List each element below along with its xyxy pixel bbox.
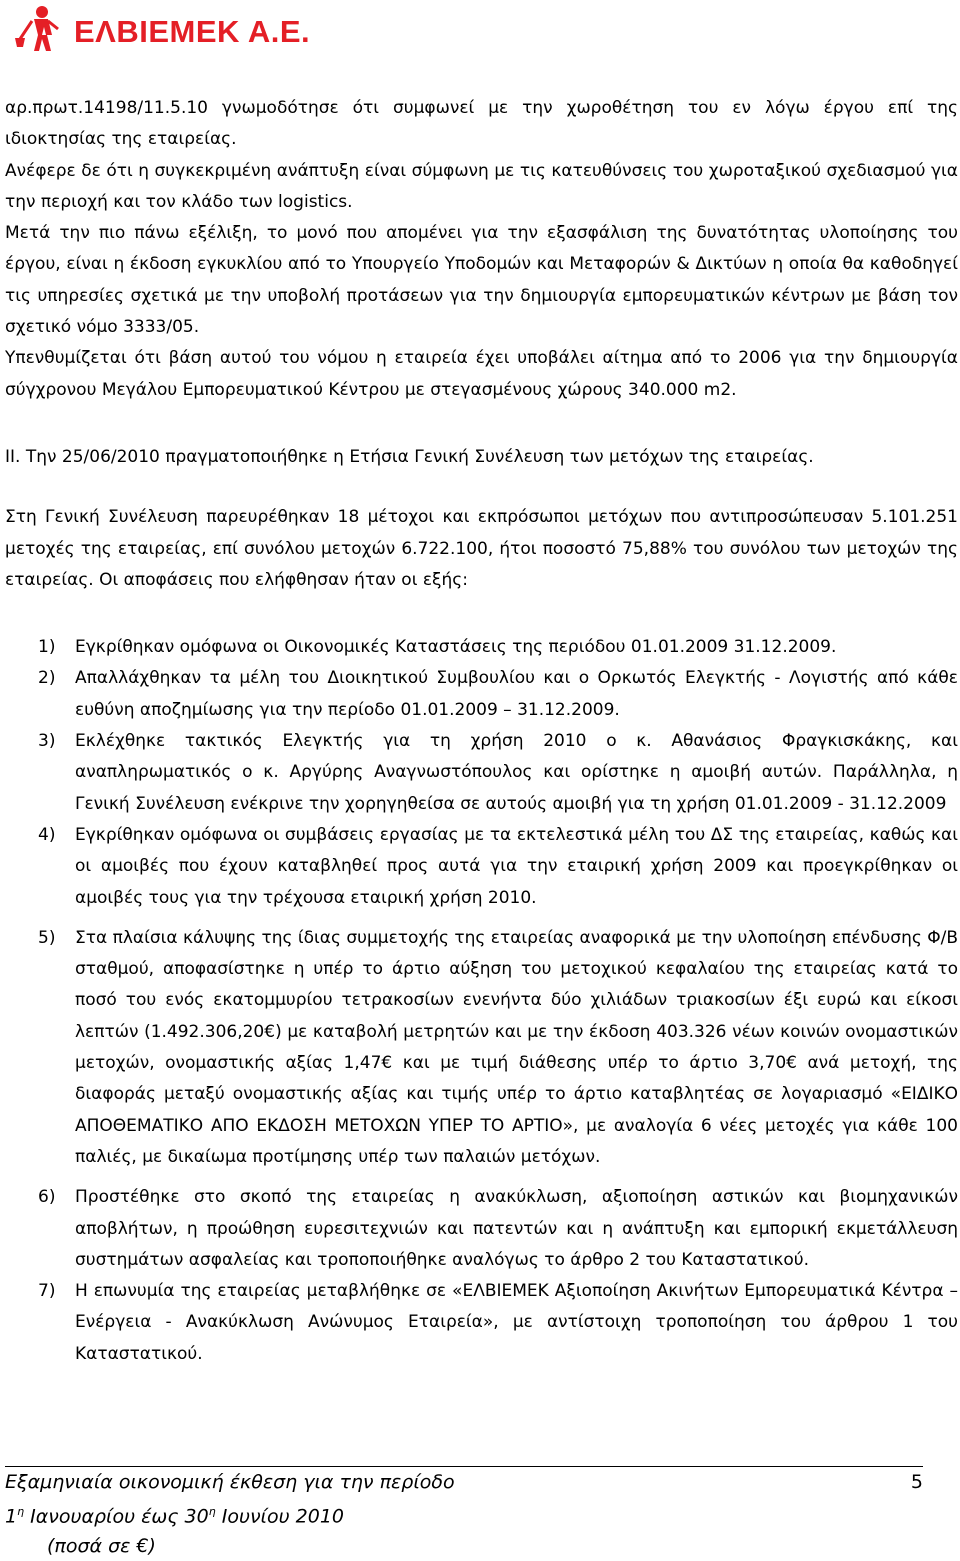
list-item [5,923,958,1173]
company-name: ΕΛΒΙΕΜΕΚ Α.Ε. [74,14,311,49]
list-item [5,1276,958,1370]
intro-paragraph-1: αρ.πρωτ.14198/11.5.10 γνωμοδότησε ότι συμφωνεί με την χωροθέτηση του εν λόγω έργου επί της ιδιοκτησίας της εταιρείας. [5,98,958,150]
intro-paragraph-4: Υπενθυμίζεται ότι βάση αυτού του νόμου η εταιρεία έχει υποβάλει αίτημα από το 2006 για την δημιουργία σύγχρονου Μεγάλου Εμπορευματικού Κέντρου με στεγασμένους χώρους 340.000 m2. [5,348,958,400]
intro-paragraph-3: Μετά την πιο πάνω εξέλιξη, το μονό που απομένει για την εξασφάλιση της δυνατότητας υλοποίησης του έργου, είναι η έκδοση εγκυκλίου από το Υπουργείο Υποδομών και Μεταφορών & Δικτύων η οποία θα καθοδηγεί τις υπηρεσίες σχετικά με την υποβολή προτάσεων για την δημιουργία εμπορευματικών κέντρων με βάση τον σχετικό νόμο 3333/05. [5,223,958,338]
footer-currency-text: (ποσά σε €) [47,1535,156,1558]
intro-paragraph-2: Ανέφερε δε ότι η συγκεκριμένη ανάπτυξη είναι σύμφωνη με τις κατευθύνσεις του χωροταξικού σχεδιασμού για την περιοχή και τον κλάδο των logistics. [5,160,958,212]
footer-currency-note [5,1531,923,1561]
page-number: 5 [910,1471,923,1493]
list-item-text: Η επωνυμία της εταιρείας μεταβλήθηκε σε «ΕΛΒΙΕΜΕΚ Αξιοποίηση Ακινήτων Εμπορευματικά Κέντρα – Ενέργεια - Ανακύκλωση Ανώνυμος Εταιρεία», με αντίστοιχη τροποποίηση του άρθρου 1 του Καταστατικού. [75,1281,958,1364]
worker-with-shovel-icon [12,5,70,53]
list-item-text: Εγκρίθηκαν ομόφωνα οι συμβάσεις εργασίας με τα εκτελεστικά μέλη του ΔΣ της εταιρείας, καθώς και οι αμοιβές που έχουν καταβληθεί προς αυτά για την εταιρική χρήση 2009 και προεγκρίθηκαν οι αμοιβές τους για την τρέχουσα εταιρική χρήση 2010. [75,824,958,908]
document-body [5,93,958,1370]
list-item [5,820,958,914]
footer-period [5,1497,923,1531]
list-item [5,663,958,726]
list-item-number: 5) [38,927,56,948]
list-item [5,726,958,820]
list-item-text: Στα πλαίσια κάλυψης της ίδιας συμμετοχής της εταιρείας αναφορικά με την υλοποίηση επένδυσης Φ/Β σταθμού, αποφασίστηκε η υπέρ το άρτιο αύξηση του μετοχικού κεφαλαίου της εταιρείας κατά το ποσό του ενός εκατομμυρίου τετρακοσίων ενενήντα δύο χιλιάδων τριακοσίων έξι ευρώ και είκοσι λεπτών (1.492.306,20€) με καταβολή μετρητών και με την έκδοση 403.326 νέων κοινών ονομαστικών μετοχών, ονομαστικής αξίας 1,47€ και με τιμή διάθεσης υπέρ το άρτιο 3,70€ ανά μετοχή, της διαφοράς μεταξύ ονομαστικής αξίας και τιμής υπέρ το άρτιο καταβλητέας σε λογαριασμό «ΕΙΔΙΚΟ ΑΠΟΘΕΜΑΤΙΚΟ ΑΠΟ ΕΚΔΟΣΗ ΜΕΤΟΧΩΝ ΥΠΕΡ ΤΟ ΑΡΤΙΟ», με αναλογία 6 νέες μετοχές για κάθε 100 παλιές, με δικαίωμα προτίμησης υπέρ των παλαιών μετόχων. [75,927,958,1167]
page-header [12,4,310,54]
list-item-number: 2) [38,668,56,689]
page-footer [5,1466,923,1561]
meeting-summary: Στη Γενική Συνέλευση παρευρέθηκαν 18 μέτοχοι και εκπρόσωποι μετόχων που αντιπροσώπευσαν 5.101.251 μετοχές της εταιρείας, επί συνόλου μετοχών 6.722.100, ήτοι ποσοστό 75,88% του συνόλου των μετοχών της εταιρείας. Οι αποφάσεις που ελήφθησαν ήταν οι εξής: [5,507,958,590]
list-item-number: 7) [38,1281,56,1302]
list-item-text: Προστέθηκε στο σκοπό της εταιρείας η ανακύκλωση, αξιοποίηση αστικών και βιομηχανικών αποβλήτων, η προώθηση ευρεσιτεχνιών και πατεντών και η ανάπτυξη και εμπορική εκμετάλλευση συστημάτων ασφαλείας και τροποποιήθηκε αναλόγως το άρθρο 2 του Καταστατικού. [75,1187,958,1270]
footer-report-title [5,1467,923,1497]
footer-title-text: Εξαμηνιαία οικονομική έκθεση για την περίοδο [5,1471,455,1493]
list-item-number: 1) [38,637,56,658]
list-item-text: Εκλέχθηκε τακτικός Ελεγκτής για τη χρήση 2010 ο κ. Αθανάσιος Φραγκισκάκης, και αναπληρωματικός ο κ. Αργύρης Αναγνωστόπουλος και ορίστηκε η αμοιβή αυτών. Παράλληλα, η Γενική Συνέλευση ενέκρινε την χορηγηθείσα σε αυτούς αμοιβή για τη χρήση 01.01.2009 - 31.12.2009 [75,731,958,814]
list-item-text: Απαλλάχθηκαν τα μέλη του Διοικητικού Συμβουλίου και ο Ορκωτός Ελεγκτής - Λογιστής από κάθε ευθύνη αποζημίωσης για την περίοδο 01.01.2009 – 31.12.2009. [75,668,958,720]
list-item-number: 3) [38,731,56,752]
decisions-list [5,632,958,1370]
list-item [5,1182,958,1276]
list-item [5,632,958,663]
list-item-number: 4) [38,824,56,845]
list-item-text: Εγκρίθηκαν ομόφωνα οι Οικονομικές Καταστάσεις της περιόδου 01.01.2009 31.12.2009. [75,637,837,658]
list-item-number: 6) [38,1187,56,1208]
section-heading: ΙΙ. Την 25/06/2010 πραγματοποιήθηκε η Ετήσια Γενική Συνέλευση των μετόχων της εταιρείας. [5,446,814,467]
footer-period-text: $1^\eta$ Ιανουαρίου έως $30^\eta$ Ιουνίου 2010 [5,1505,345,1528]
